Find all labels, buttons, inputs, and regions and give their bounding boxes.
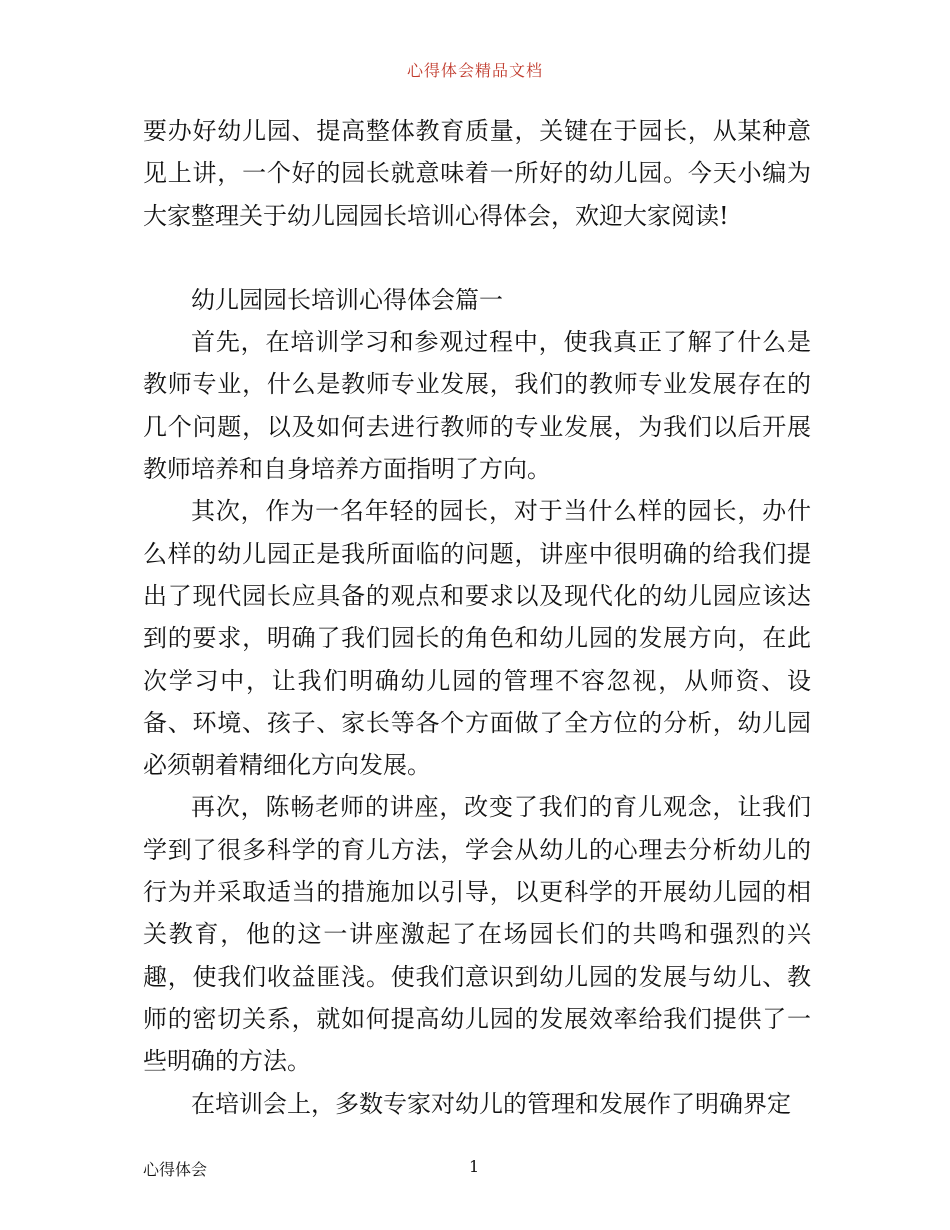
body-paragraph-4: 在培训会上，多数专家对幼儿的管理和发展作了明确界定 [191, 1089, 791, 1118]
document-body [143, 110, 811, 1125]
section-title: 幼儿园园长培训心得体会篇一 [191, 285, 503, 314]
intro-paragraph: 要办好幼儿园、提高整体教育质量，关键在于园长，从某种意见上讲，一个好的园长就意味着一所好的幼儿园。今天小编为大家整理关于幼儿园园长培训心得体会，欢迎大家阅读! [143, 117, 811, 230]
body-paragraph-3: 再次，陈畅老师的讲座，改变了我们的育儿观念，让我们学到了很多科学的育儿方法，学会从幼儿的心理去分析幼儿的行为并采取适当的措施加以引导，以更科学的开展幼儿园的相关教育，他的这一讲座激起了在场园长们的共鸣和强烈的兴趣，使我们收益匪浅。使我们意识到幼儿园的发展与幼儿、教师的密切关系，就如何提高幼儿园的发展效率给我们提供了一些明确的方法。 [143, 793, 811, 1076]
document-header: 心得体会精品文档 [406, 61, 543, 80]
body-paragraph-2: 其次，作为一名年轻的园长，对于当什么样的园长，办什么样的幼儿园正是我所面临的问题，讲座中很明确的给我们提出了现代园长应具备的观点和要求以及现代化的幼儿园应该达到的要求，明确了我们园长的角色和幼儿园的发展方向，在此次学习中，让我们明确幼儿园的管理不容忽视，从师资、设备、环境、孩子、家长等各个方面做了全方位的分析，幼儿园必须朝着精细化方向发展。 [143, 497, 811, 780]
page-number: 1 [469, 1157, 480, 1176]
footer-label: 心得体会 [143, 1160, 208, 1179]
body-paragraph-1: 首先，在培训学习和参观过程中，使我真正了解了什么是教师专业，什么是教师专业发展，我们的教师专业发展存在的几个问题，以及如何去进行教师的专业发展，为我们以后开展教师培养和自身培养方面指明了方向。 [143, 328, 811, 484]
